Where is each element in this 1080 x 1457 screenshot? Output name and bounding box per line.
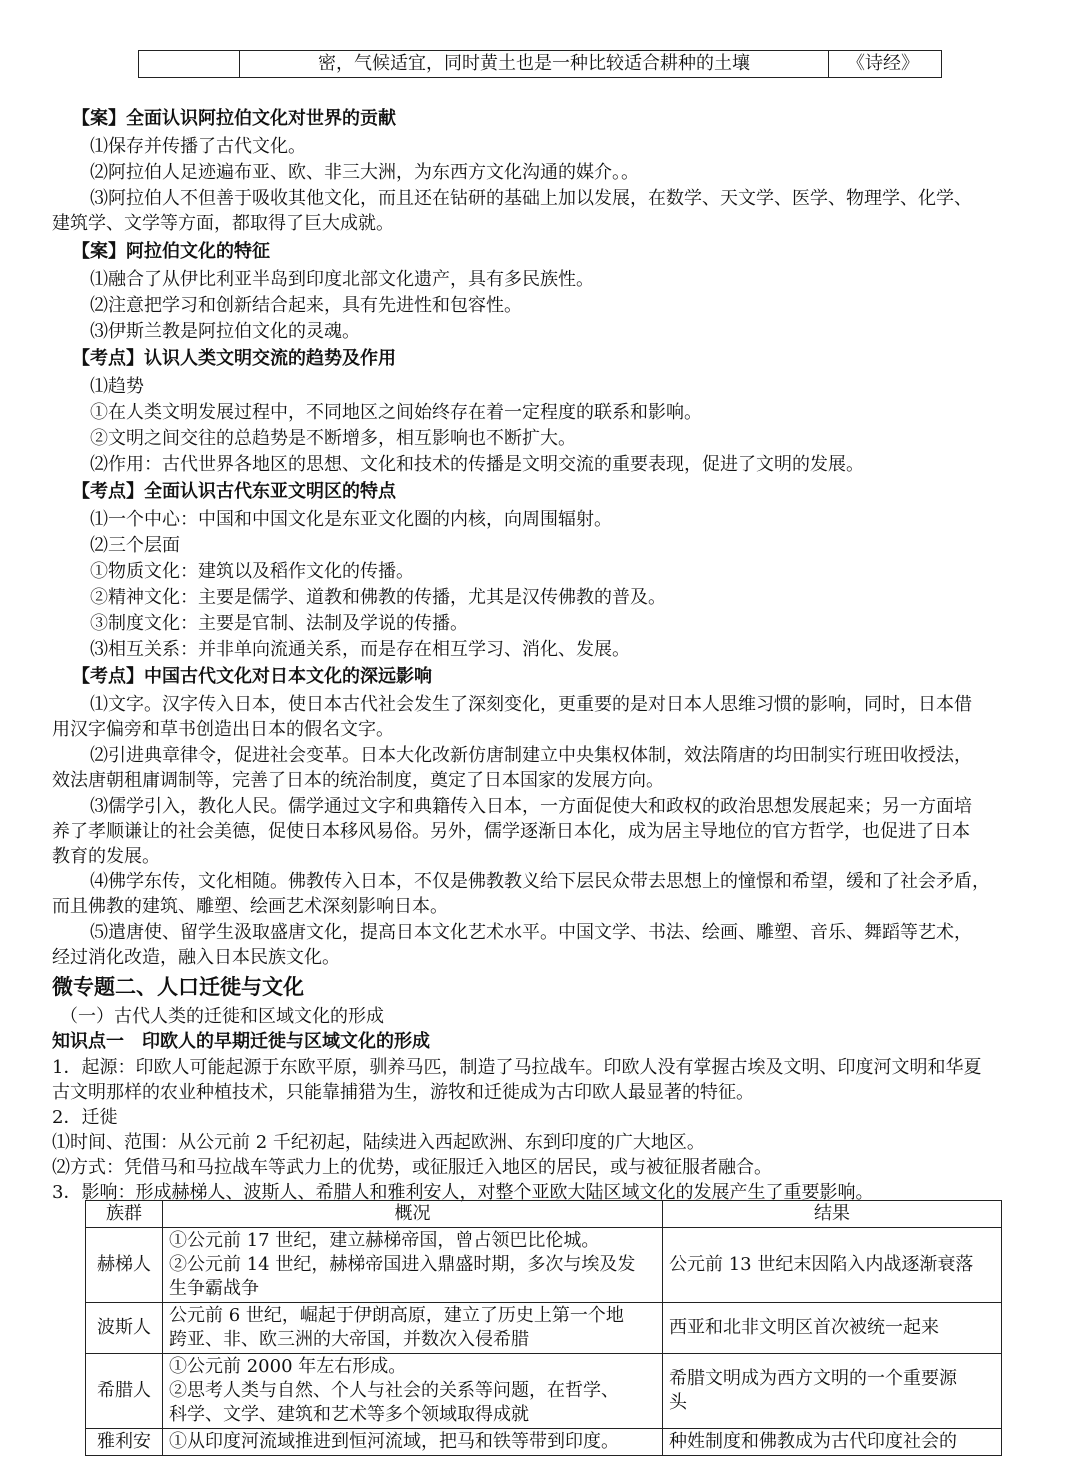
text-line: ⑵引进典章律令，促进社会变革。日本大化改新仿唐制建立中央集权体制，效法隋唐的均田制实行班田收授法， [90,745,972,766]
table-row [86,1228,1002,1303]
text-line: ①物质文化：建筑以及稻作文化的传播。 [90,561,414,582]
knowledge-point-title: 知识点一 印欧人的早期迁徙与区域文化的形成 [52,1031,430,1052]
top-table-row [138,50,942,78]
text-line: 而且佛教的建筑、雕塑、绘画艺术深刻影响日本。 [52,896,448,917]
overview-line: ①公元前 2000 年左右形成。 [169,1356,407,1377]
result-line: 头 [669,1392,687,1413]
text-line: ②精神文化：主要是儒学、道教和佛教的传播，尤其是汉传佛教的普及。 [90,587,666,608]
group-result [663,1429,1002,1456]
table-header-cell: 族群 [86,1201,163,1228]
text-line: ⑸遣唐使、留学生汲取盛唐文化，提高日本文化艺术水平。中国文学、书法、绘画、雕塑、音乐、舞蹈等艺术， [90,922,972,943]
text-line: ⑴文字。汉字传入日本，使日本古代社会发生了深刻变化，更重要的是对日本人思维习惯的影响，同时，日本借 [90,694,972,715]
result-line: 公元前 13 世纪末因陷入内战逐渐衰落 [669,1254,974,1275]
text-line: ⑶伊斯兰教是阿拉伯文化的灵魂。 [90,321,360,342]
text-line: ⑵方式：凭借马和马拉战车等武力上的优势，或征服迁入地区的居民，或与被征服者融合。 [52,1157,772,1178]
overview-line: 生争霸战争 [169,1278,259,1299]
text-line: ⑵作用：古代世界各地区的思想、文化和技术的传播是文明交流的重要表现，促进了文明的发展。 [90,454,864,475]
text-line: ⑴趋势 [90,376,144,397]
text-line: ②文明之间交往的总趋势是不断增多，相互影响也不断扩大。 [90,428,576,449]
text-line: 养了孝顺谦让的社会美德，促使日本移风易俗。另外，儒学逐渐日本化，成为居主导地位的官方哲学，也促进了日本 [52,821,970,842]
text-line: 1．起源：印欧人可能起源于东欧平原，驯养马匹，制造了马拉战车。印欧人没有掌握古埃及文明、印度河文明和华夏 [52,1057,982,1078]
overview-line: ②思考人类与自然、个人与社会的关系等问题，在哲学、 [169,1380,619,1401]
text-line: 建筑学、文学等方面，都取得了巨大成就。 [52,213,394,234]
overview-line: 跨亚、非、欧三洲的大帝国，并数次入侵希腊 [169,1329,529,1350]
text-line: 用汉字偏旁和草书创造出日本的假名文字。 [52,719,394,740]
overview-line: 公元前 6 世纪，崛起于伊朗高原，建立了历史上第一个地 [169,1305,624,1326]
overview-line: ①公元前 17 世纪，建立赫梯帝国，曾占领巴比伦城。 [169,1230,600,1251]
group-overview [163,1228,663,1303]
overview-line: 科学、文学、建筑和艺术等多个领域取得成就 [169,1404,529,1425]
heading-arab-features: 【案】阿拉伯文化的特征 [72,241,270,262]
text-line: ⑴一个中心：中国和中国文化是东亚文化圈的内核，向周围辐射。 [90,509,612,530]
table-row [86,1429,1002,1456]
group-overview [163,1354,663,1429]
ethnic-groups-table [85,1200,1002,1456]
text-line: ⑶阿拉伯人不但善于吸收其他文化，而且还在钻研的基础上加以发展，在数学、天文学、医学、物理学、化学、 [90,188,972,209]
top-table-cell-empty [139,51,240,77]
result-line: 西亚和北非文明区首次被统一起来 [669,1317,939,1338]
text-line: ⑶儒学引入，教化人民。儒学通过文字和典籍传入日本，一方面促使大和政权的政治思想发展起来；另一方面培 [90,796,972,817]
top-table-cell-source: 《诗经》 [847,53,919,74]
table-header-cell: 概况 [163,1201,663,1228]
section-title: 微专题二、人口迁徙与文化 [52,975,304,999]
text-line: 经过消化改造，融入日本民族文化。 [52,947,340,968]
text-line: 教育的发展。 [52,846,160,867]
group-name: 波斯人 [86,1303,163,1354]
group-result [663,1228,1002,1303]
table-row [86,1354,1002,1429]
table-header-cell: 结果 [663,1201,1002,1228]
text-line: ⑵注意把学习和创新结合起来，具有先进性和包容性。 [90,295,522,316]
heading-japan-influence: 【考点】中国古代文化对日本文化的深远影响 [72,666,432,687]
text-line: 3．影响：形成赫梯人、波斯人、希腊人和雅利安人，对整个亚欧大陆区域文化的发展产生了重要影响。 [52,1182,874,1203]
text-line: ⑴融合了从伊比利亚半岛到印度北部文化遗产，具有多民族性。 [90,269,594,290]
table-header-row [86,1201,1002,1228]
text-line: ⑶相互关系：并非单向流通关系，而是存在相互学习、消化、发展。 [90,639,630,660]
text-line: ③制度文化：主要是官制、法制及学说的传播。 [90,613,468,634]
text-line: ①在人类文明发展过程中，不同地区之间始终存在着一定程度的联系和影响。 [90,402,702,423]
text-line: ⑴时间、范围：从公元前 2 千纪初起，陆续进入西起欧洲、东到印度的广大地区。 [52,1132,705,1153]
text-line: ⑵阿拉伯人足迹遍布亚、欧、非三大洲，为东西方文化沟通的媒介。。 [90,162,639,183]
top-table-cell-text: 密，气候适宜，同时黄土也是一种比较适合耕种的土壤 [240,51,829,77]
text-line: ⑴保存并传播了古代文化。 [90,136,306,157]
heading-civilization-exchange: 【考点】认识人类文明交流的趋势及作用 [72,348,396,369]
overview-line: ①从印度河流域推进到恒河流域，把马和铁等带到印度。 [169,1431,619,1452]
text-line: 2．迁徙 [52,1107,118,1128]
result-line: 种姓制度和佛教成为古代印度社会的 [669,1431,957,1452]
subsection-title: （一）古代人类的迁徙和区域文化的形成 [60,1006,384,1027]
group-overview [163,1303,663,1354]
overview-line: ②公元前 14 世纪，赫梯帝国进入鼎盛时期，多次与埃及发 [169,1254,636,1275]
text-line: ⑵三个层面 [90,535,180,556]
group-overview [163,1429,663,1456]
group-name: 赫梯人 [86,1228,163,1303]
text-line: 古文明那样的农业种植技术，只能靠捕猎为生，游牧和迁徙成为古印欧人最显著的特征。 [52,1082,754,1103]
group-result [663,1354,1002,1429]
heading-arab-contribution: 【案】全面认识阿拉伯文化对世界的贡献 [72,108,396,129]
result-line: 希腊文明成为西方文明的一个重要源 [669,1368,957,1389]
text-line: 效法唐朝租庸调制等，完善了日本的统治制度，奠定了日本国家的发展方向。 [52,770,664,791]
text-line: ⑷佛学东传，文化相随。佛教传入日本，不仅是佛教教义给下层民众带去思想上的憧憬和希望，缓和了社会矛盾， [90,871,990,892]
table-row [86,1303,1002,1354]
heading-east-asia: 【考点】全面认识古代东亚文明区的特点 [72,481,396,502]
group-result [663,1303,1002,1354]
group-name: 希腊人 [86,1354,163,1429]
group-name: 雅利安 [86,1429,163,1456]
